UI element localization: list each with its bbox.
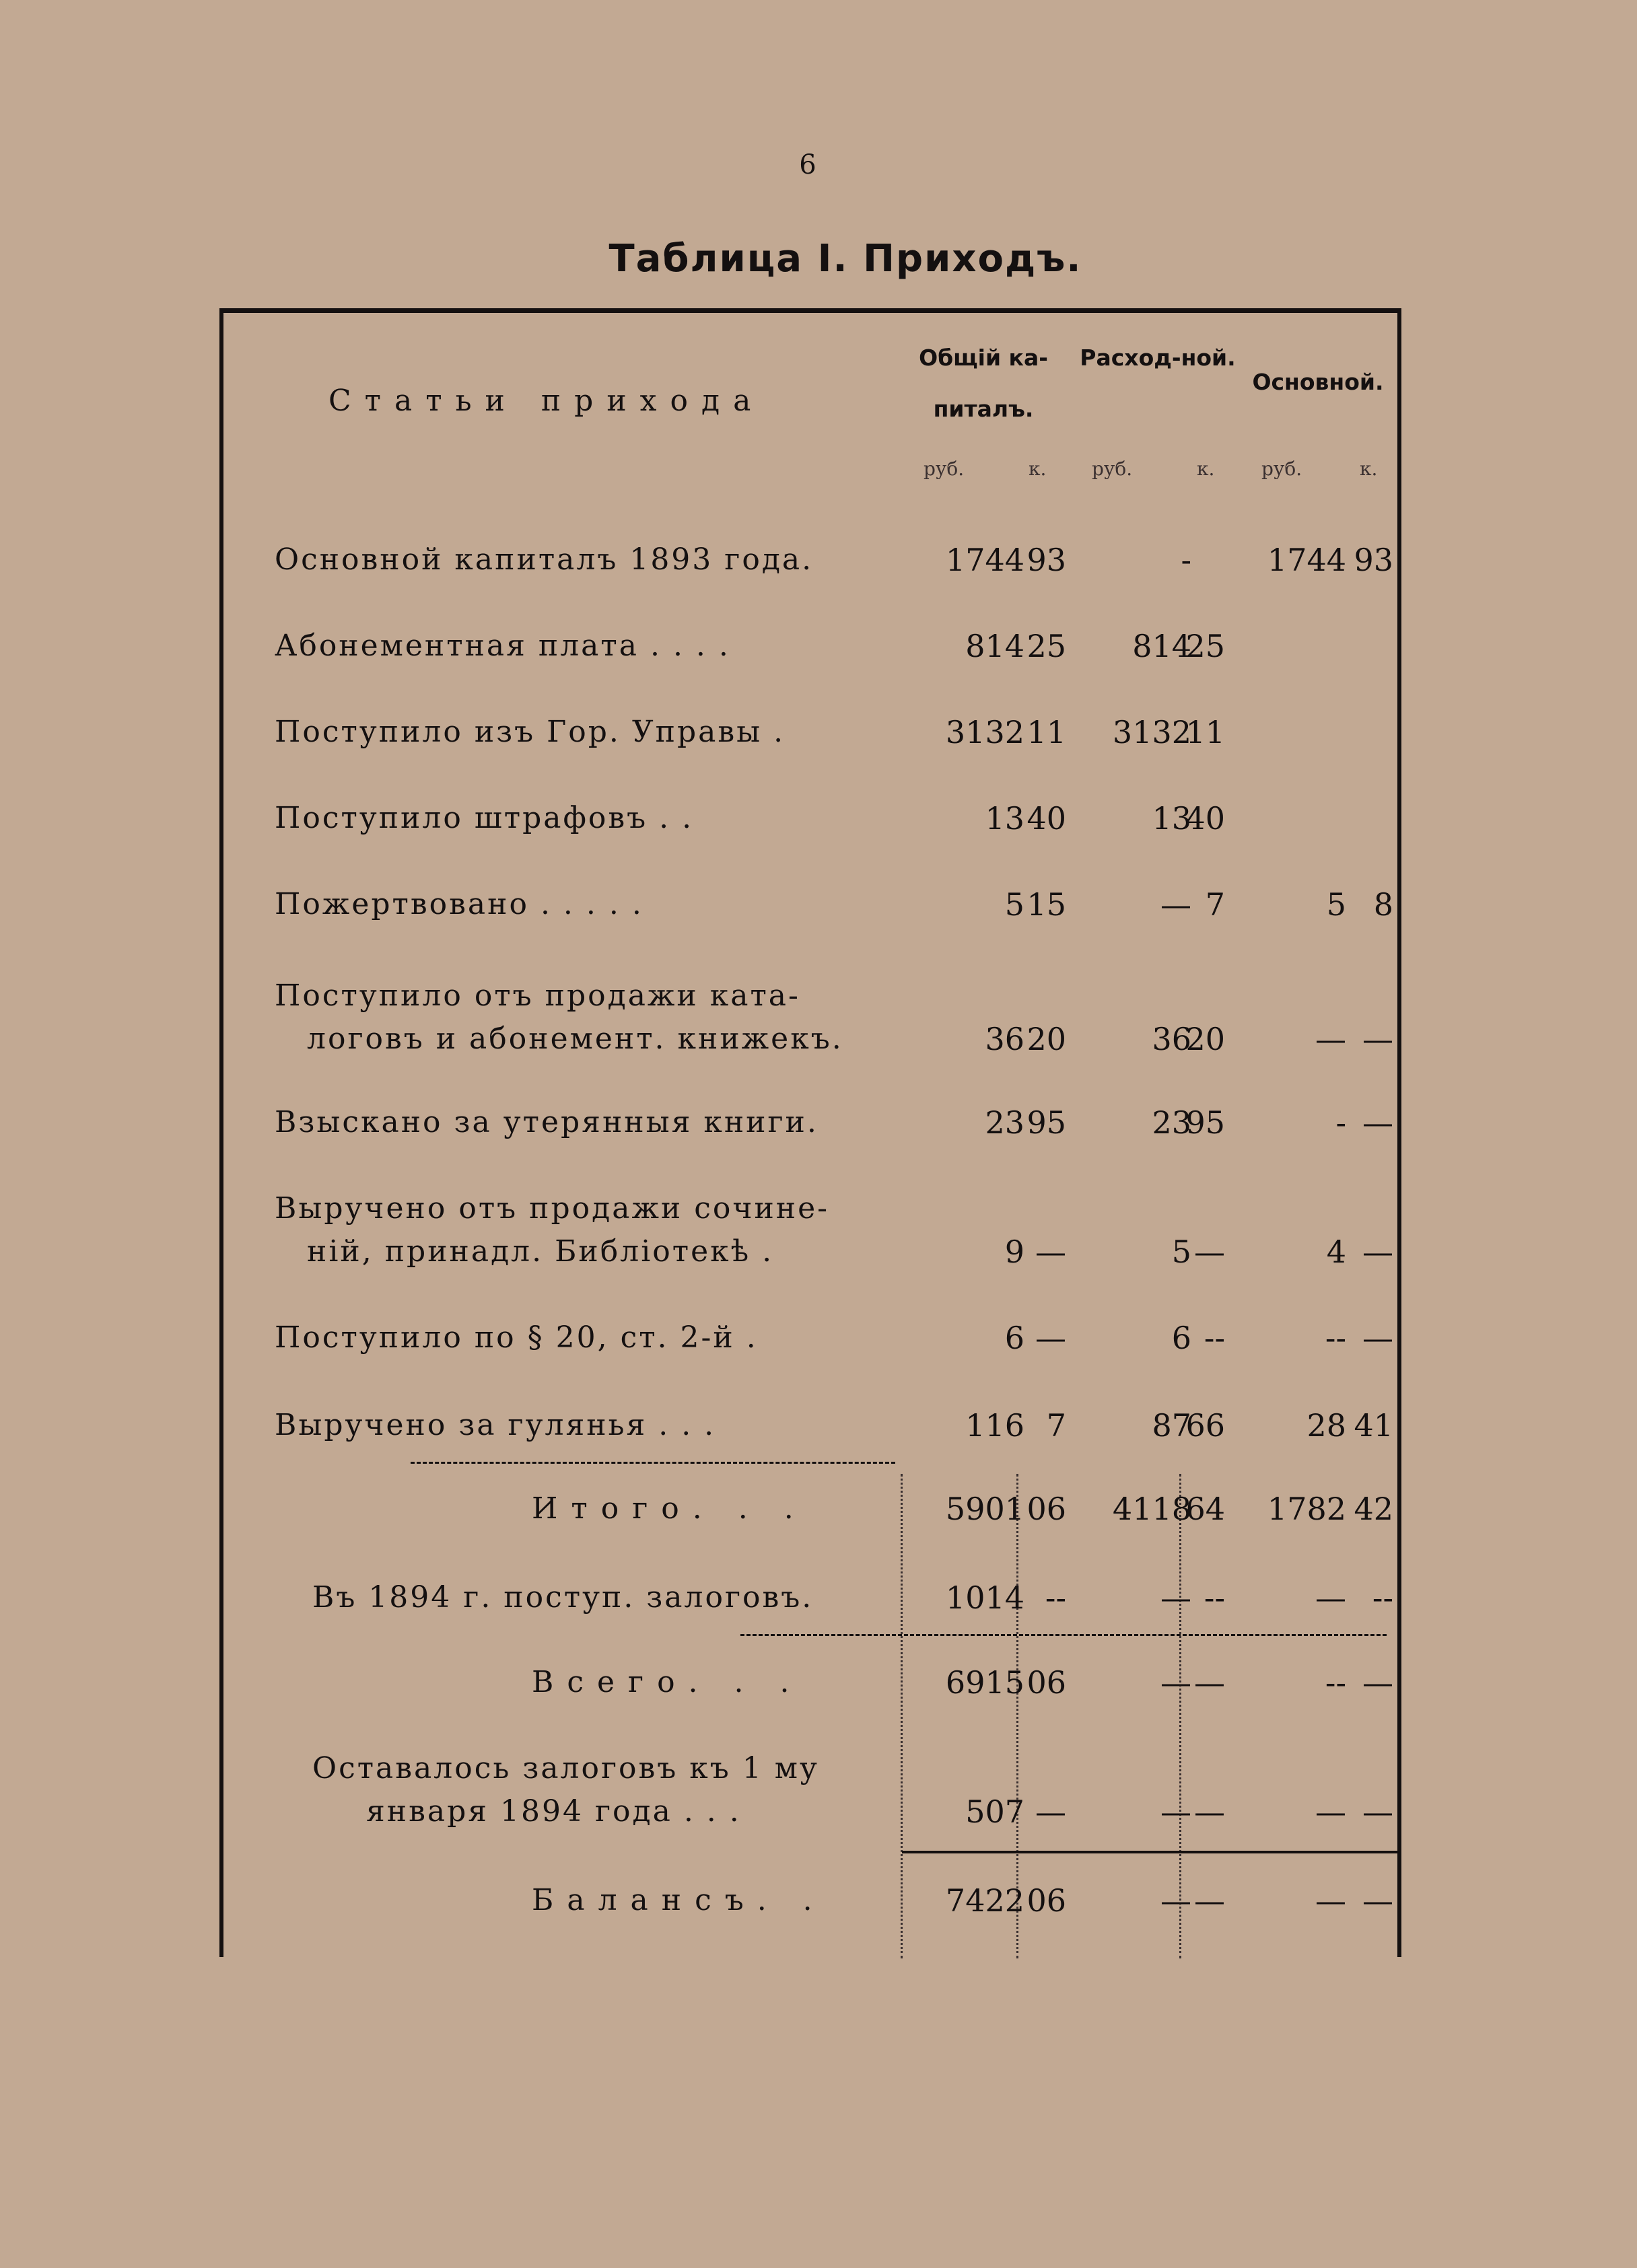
cell-value: 93 <box>1026 542 1066 578</box>
separator-rule <box>411 1462 895 1464</box>
cell-value: 6 <box>1004 1320 1024 1356</box>
row-label: Выручено за гулянья . . . <box>275 1408 716 1442</box>
row-label: Взыскано за утерянныя книги. <box>275 1105 818 1139</box>
cell-value: 06 <box>1026 1664 1066 1701</box>
cell-value: — <box>1362 1794 1393 1830</box>
header-articles: Статьи прихода <box>328 384 765 418</box>
cell-value: — <box>1362 1664 1393 1701</box>
cell-value: 11 <box>1185 714 1225 750</box>
cell-value: — <box>1362 1021 1393 1057</box>
cell-value: — <box>1035 1794 1066 1830</box>
cell-value: 5901 <box>945 1491 1024 1527</box>
cell-value: - <box>1181 542 1191 578</box>
cell-value: 7 <box>1046 1407 1066 1444</box>
cell-value: 13 <box>985 800 1024 837</box>
cell-value: — <box>1315 1882 1346 1919</box>
page-number: 6 <box>799 149 816 180</box>
row-label-line1: Оставалось залоговъ къ 1 му <box>312 1751 819 1785</box>
cell-value: 4118 <box>1112 1491 1191 1527</box>
row-label: Въ 1894 г. поступ. залоговъ. <box>312 1580 814 1615</box>
cell-value: 7422 <box>945 1882 1024 1919</box>
unit-kop: к. <box>1197 458 1215 480</box>
cell-value: 1782 <box>1267 1491 1346 1527</box>
cell-value: 40 <box>1026 800 1066 837</box>
row-label: Балансъ. . <box>532 1883 826 1917</box>
cell-value: 95 <box>1185 1104 1225 1141</box>
cell-value: 8 <box>1373 886 1393 923</box>
unit-rub: руб. <box>924 458 965 480</box>
row-label-line2: ній, принадл. Библіотекѣ . <box>307 1234 774 1269</box>
cell-value: -- <box>1325 1664 1346 1701</box>
row-label-line2: логовъ и абонемент. книжекъ. <box>307 1022 843 1056</box>
cell-value: — <box>1315 1794 1346 1830</box>
cell-value: 06 <box>1026 1882 1066 1919</box>
cell-value: — <box>1194 1664 1225 1701</box>
cell-value: -- <box>1325 1320 1346 1356</box>
cell-value: 3132 <box>1112 714 1191 750</box>
cell-value: 1744 <box>1267 542 1346 578</box>
cell-value: 95 <box>1026 1104 1066 1141</box>
cell-value: 87 <box>1152 1407 1191 1444</box>
row-label: Основной капиталъ 1893 года. <box>275 542 814 577</box>
cell-value: 5 <box>1004 886 1024 923</box>
cell-value: 40 <box>1185 800 1225 837</box>
cell-value: — <box>1315 1580 1346 1616</box>
cell-value: — <box>1194 1882 1225 1919</box>
separator-rule <box>902 1851 1400 1853</box>
row-label-line1: Выручено отъ продажи сочине- <box>275 1191 830 1226</box>
cell-value: 06 <box>1026 1491 1066 1527</box>
row-label <box>275 1747 905 1833</box>
cell-value: -- <box>1204 1320 1225 1356</box>
cell-value: 23 <box>985 1104 1024 1141</box>
cell-value: -- <box>1045 1580 1066 1616</box>
cell-value: - <box>1335 1104 1346 1141</box>
cell-value: — <box>1194 1234 1225 1270</box>
row-label: Поступило штрафовъ . . <box>275 801 694 835</box>
row-label: Поступило изъ Гор. Управы . <box>275 715 786 749</box>
cell-value: 36 <box>985 1021 1024 1057</box>
cell-value: 6 <box>1171 1320 1191 1356</box>
row-label <box>275 1187 867 1273</box>
cell-value: 7 <box>1205 886 1225 923</box>
cell-value: 1014 <box>945 1580 1024 1616</box>
cell-value: 814 <box>1132 628 1191 664</box>
cell-value: — <box>1160 1664 1191 1701</box>
cell-value: 11 <box>1026 714 1066 750</box>
row-label: Пожертвовано . . . . . <box>275 887 643 921</box>
row-label: Поступило по § 20, ст. 2-й . <box>275 1320 758 1355</box>
cell-value: -- <box>1204 1580 1225 1616</box>
header-expense: Расход-ной. <box>1080 345 1236 371</box>
header-general-capital: Общій ка-питалъ. <box>919 345 1048 422</box>
cell-value: 93 <box>1354 542 1393 578</box>
cell-value: 9 <box>1004 1234 1024 1270</box>
cell-value: — <box>1362 1104 1393 1141</box>
cell-value: -- <box>1372 1580 1393 1616</box>
unit-kop: к. <box>1360 458 1378 480</box>
cell-value: — <box>1160 886 1191 923</box>
cell-value: 15 <box>1026 886 1066 923</box>
cell-value: — <box>1315 1021 1346 1057</box>
cell-value: 23 <box>1152 1104 1191 1141</box>
cell-value: 25 <box>1185 628 1225 664</box>
cell-value: 5 <box>1171 1234 1191 1270</box>
cell-value: — <box>1160 1882 1191 1919</box>
table-title: Таблица I. Приходъ. <box>608 237 1082 281</box>
cell-value: — <box>1194 1794 1225 1830</box>
cell-value: 25 <box>1026 628 1066 664</box>
cell-value: 64 <box>1185 1491 1225 1527</box>
unit-rub: руб. <box>1261 458 1302 480</box>
cell-value: 507 <box>965 1794 1024 1830</box>
cell-value: 28 <box>1307 1407 1346 1444</box>
cell-value: — <box>1035 1320 1066 1356</box>
cell-value: 4 <box>1326 1234 1346 1270</box>
row-label: Всего. . . <box>532 1665 803 1699</box>
cell-value: 5 <box>1326 886 1346 923</box>
cell-value: — <box>1160 1794 1191 1830</box>
cell-value: 6915 <box>945 1664 1024 1701</box>
cell-value: 66 <box>1185 1407 1225 1444</box>
row-label-line1: Поступило отъ продажи ката- <box>275 979 800 1013</box>
cell-value: 20 <box>1026 1021 1066 1057</box>
cell-value: — <box>1035 1234 1066 1270</box>
row-label <box>275 974 867 1061</box>
cell-value: 13 <box>1152 800 1191 837</box>
cell-value: — <box>1362 1234 1393 1270</box>
unit-rub: руб. <box>1092 458 1133 480</box>
row-label-line2: января 1894 года . . . <box>366 1794 741 1829</box>
cell-value: — <box>1362 1882 1393 1919</box>
cell-value: 1744 <box>945 542 1024 578</box>
cell-value: 3132 <box>945 714 1024 750</box>
row-label: Итого. . . <box>532 1491 807 1526</box>
cell-value: 814 <box>965 628 1024 664</box>
cell-value: 116 <box>965 1407 1024 1444</box>
cell-value: — <box>1160 1580 1191 1616</box>
unit-kop: к. <box>1029 458 1047 480</box>
cell-value: 36 <box>1152 1021 1191 1057</box>
cell-value: — <box>1362 1320 1393 1356</box>
cell-value: 41 <box>1354 1407 1393 1444</box>
header-basic: Основной. <box>1252 369 1384 395</box>
separator-rule <box>740 1634 1387 1636</box>
cell-value: 42 <box>1354 1491 1393 1527</box>
row-label: Абонементная плата . . . . <box>275 629 730 663</box>
cell-value: 20 <box>1185 1021 1225 1057</box>
